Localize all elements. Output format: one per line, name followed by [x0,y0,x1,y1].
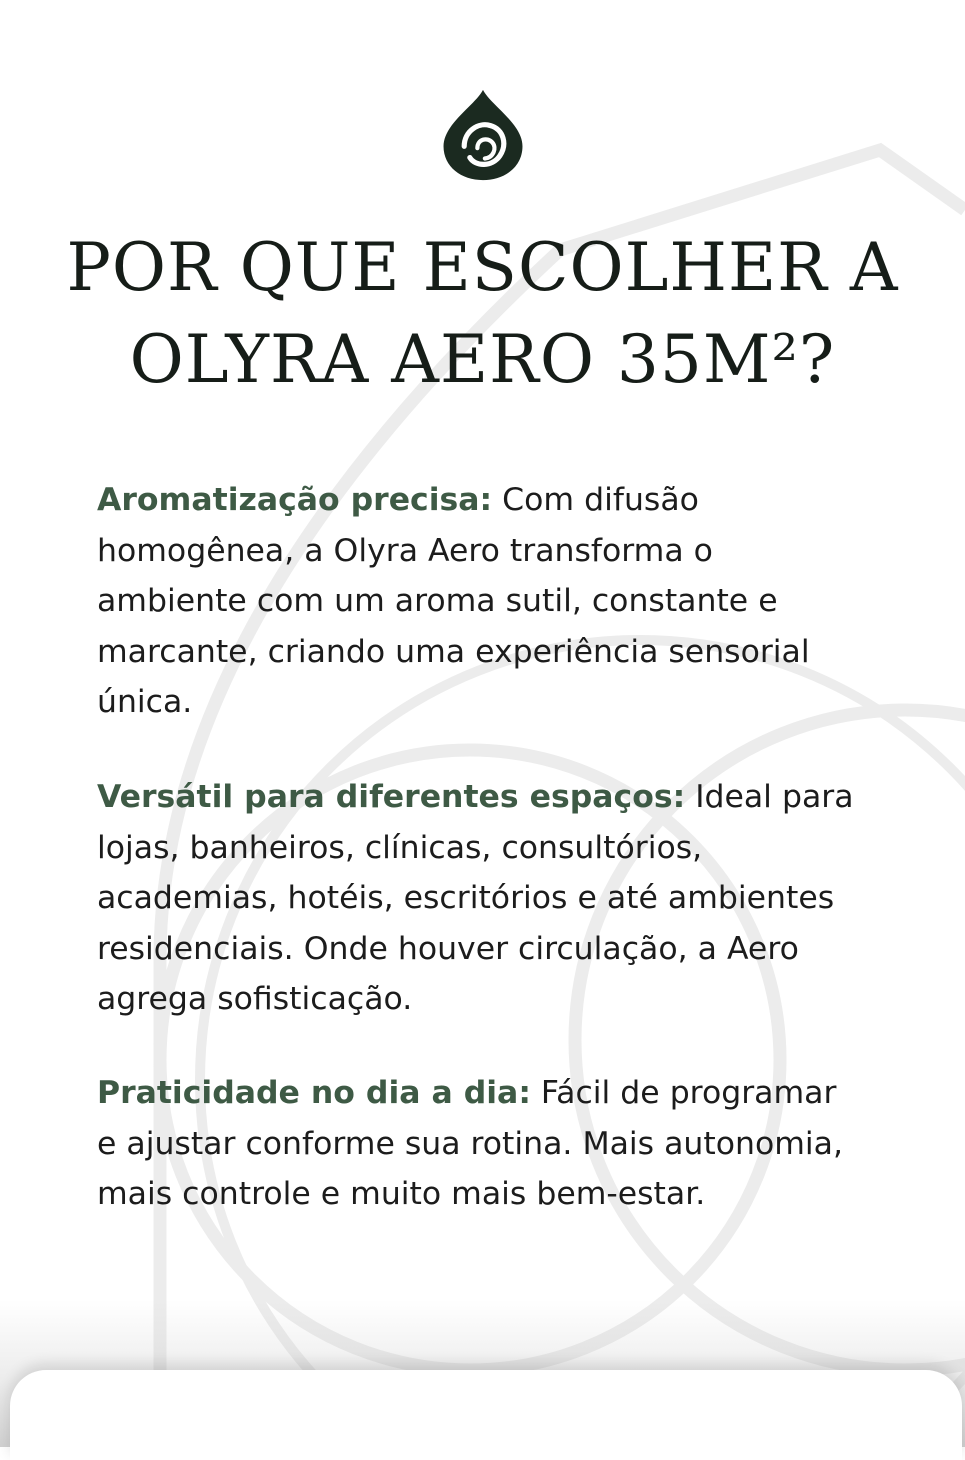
feature-paragraph-aromatization [97,475,857,728]
feature-title: Versátil para diferentes espaços: [97,779,686,815]
page-title: POR QUE ESCOLHER A OLYRA AERO 35M²? [66,229,899,398]
feature-title: Praticidade no dia a dia: [97,1075,531,1111]
feature-title: Aromatização precisa: [97,482,493,518]
feature-text: Com difusão homogênea, a Olyra Aero transforma o ambiente com um aroma sutil, constante e marcante, criando uma experiência sensorial única. [97,482,810,720]
feature-paragraph-versatile [97,772,857,1025]
feature-text: Fácil de programar e ajustar conforme sua rotina. Mais autonomia, mais controle e muito mais bem-estar. [97,1075,843,1212]
feature-text: Ideal para lojas, banheiros, clínicas, consultórios, academias, hotéis, escritórios e até ambientes residenciais. Onde houver circulação, a Aero agrega sofisticação. [97,779,854,1017]
feature-paragraph-practicality [97,1068,857,1220]
leaf-drop-icon [436,88,530,182]
